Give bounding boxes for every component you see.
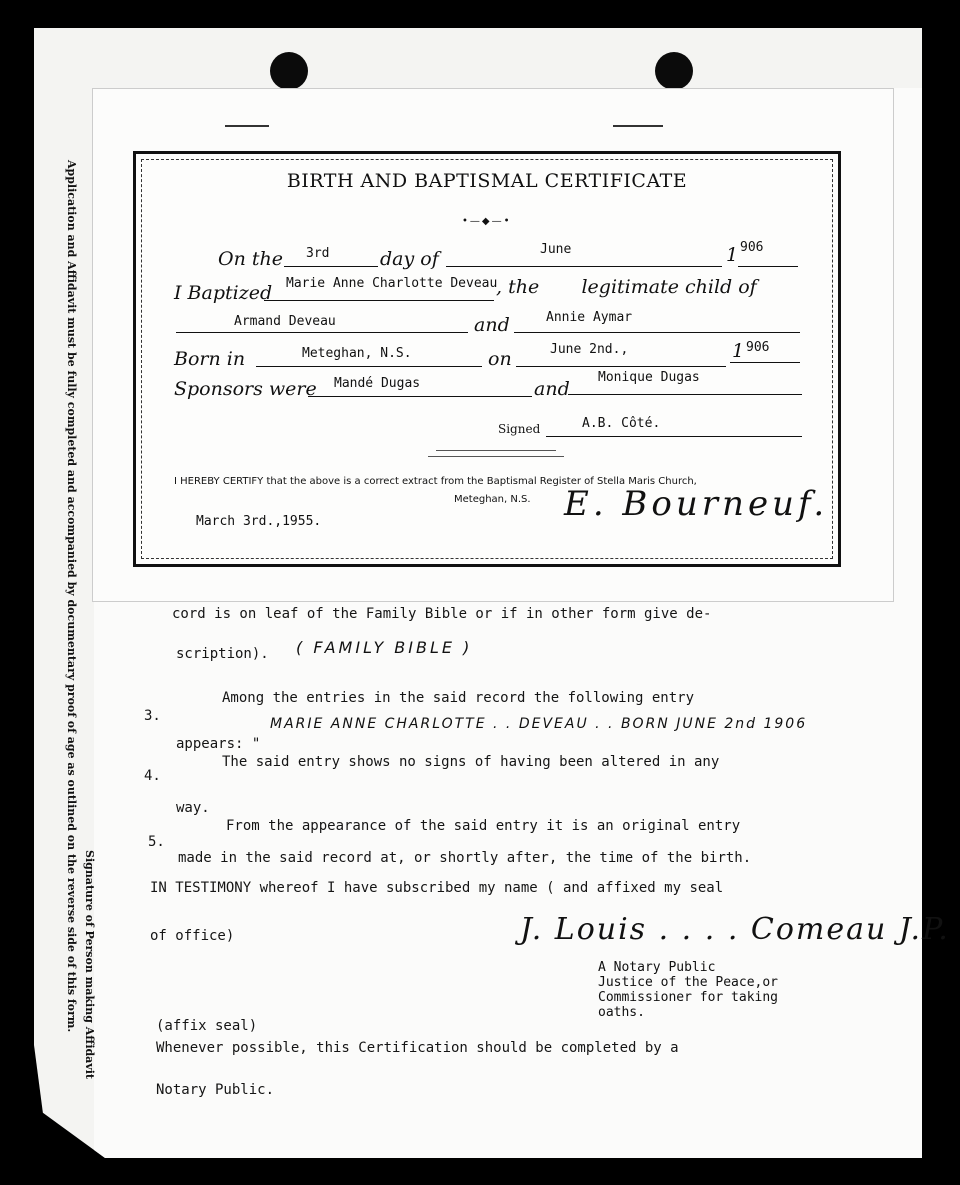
item-3-number: 3. bbox=[144, 708, 161, 724]
item-4-text: The said entry shows no signs of having been altered in any bbox=[222, 754, 720, 770]
item-3-appears: appears: " bbox=[176, 736, 261, 752]
birth-date: June 2nd., bbox=[550, 342, 629, 357]
baptism-year: 906 bbox=[740, 240, 764, 255]
baptism-month: June bbox=[540, 242, 572, 257]
signed-by: A.B. Côté. bbox=[582, 416, 661, 431]
label-and: and bbox=[474, 314, 510, 336]
child-name: Marie Anne Charlotte Deveau bbox=[286, 276, 498, 291]
item-5-text: From the appearance of the said entry it is an original entry bbox=[226, 818, 741, 834]
issue-date: March 3rd.,1955. bbox=[196, 514, 322, 529]
official-titles: A Notary Public Justice of the Peace,or Commissioner for taking oaths. bbox=[598, 960, 779, 1020]
baptism-day: 3rd bbox=[306, 246, 330, 261]
punch-hole-left bbox=[270, 52, 308, 90]
label-i-baptized: I Baptized bbox=[174, 282, 273, 304]
mother-name: Annie Aymar bbox=[546, 310, 633, 325]
father-name: Armand Deveau bbox=[234, 314, 336, 329]
item-4-number: 4. bbox=[144, 768, 161, 784]
testimony-text: IN TESTIMONY whereof I have subscribed my name ( and affixed my seal bbox=[150, 880, 724, 896]
side-instruction-text: Application and Affidavit must be fully completed and accompanied by documentary proof of age as outlined on the reverse side of this form. bbox=[65, 160, 78, 1033]
sponsor-two: Monique Dugas bbox=[598, 370, 700, 385]
label-and-2: and bbox=[534, 378, 570, 400]
record-desc-line-2: scription). bbox=[176, 646, 269, 662]
pastor-signature: E. Bourneuf. bbox=[564, 484, 829, 524]
label-day-of: day of bbox=[380, 248, 439, 270]
item-4-text-2: way. bbox=[176, 800, 210, 816]
record-desc-handwritten: ( FAMILY BIBLE ) bbox=[296, 638, 473, 657]
punch-hole-right bbox=[655, 52, 693, 90]
birth-year-prefix: 1 bbox=[732, 340, 745, 362]
affix-seal: (affix seal) bbox=[156, 1018, 258, 1034]
year-prefix: 1 bbox=[726, 244, 739, 266]
sponsor-one: Mandé Dugas bbox=[334, 376, 421, 391]
label-on: on bbox=[488, 348, 512, 370]
birthplace: Meteghan, N.S. bbox=[302, 346, 412, 361]
certificate-title: BIRTH AND BAPTISMAL CERTIFICATE bbox=[286, 170, 688, 192]
label-on-the: On the bbox=[218, 248, 283, 270]
signature-caption: Signature of Person making Affidavit bbox=[83, 850, 96, 1079]
ornament: •—◆—• bbox=[462, 216, 512, 227]
record-desc-line: cord is on leaf of the Family Bible or if in other form give de- bbox=[172, 606, 712, 622]
item-3-text: Among the entries in the said record the following entry bbox=[222, 690, 695, 706]
item-5-text-2: made in the said record at, or shortly after, the time of the birth. bbox=[178, 850, 752, 866]
label-born-in: Born in bbox=[174, 348, 246, 370]
certification-note: Whenever possible, this Certification should be completed by a bbox=[156, 1040, 679, 1056]
church-place: Meteghan, N.S. bbox=[454, 494, 531, 505]
label-legitimate-child: , the legitimate child of bbox=[496, 276, 757, 298]
item-5-number: 5. bbox=[148, 834, 165, 850]
certification-note-2: Notary Public. bbox=[156, 1082, 275, 1098]
testimony-text-2: of office) bbox=[150, 928, 235, 944]
card-mark bbox=[225, 125, 269, 127]
label-signed: Signed bbox=[498, 422, 541, 436]
baptismal-certificate bbox=[92, 88, 894, 602]
item-3-entry-handwritten: MARIE ANNE CHARLOTTE . . DEVEAU . . BORN JUNE 2nd 1906 bbox=[270, 716, 808, 732]
certification-statement: I HEREBY CERTIFY that the above is a correct extract from the Baptismal Register of Stella Maris Church, bbox=[174, 476, 697, 487]
notary-signature: J. Louis . . . . Comeau J.P. bbox=[520, 912, 950, 947]
card-mark bbox=[613, 125, 663, 127]
label-sponsors: Sponsors were bbox=[174, 378, 317, 400]
certificate-frame bbox=[133, 151, 841, 567]
birth-year: 906 bbox=[746, 340, 770, 355]
